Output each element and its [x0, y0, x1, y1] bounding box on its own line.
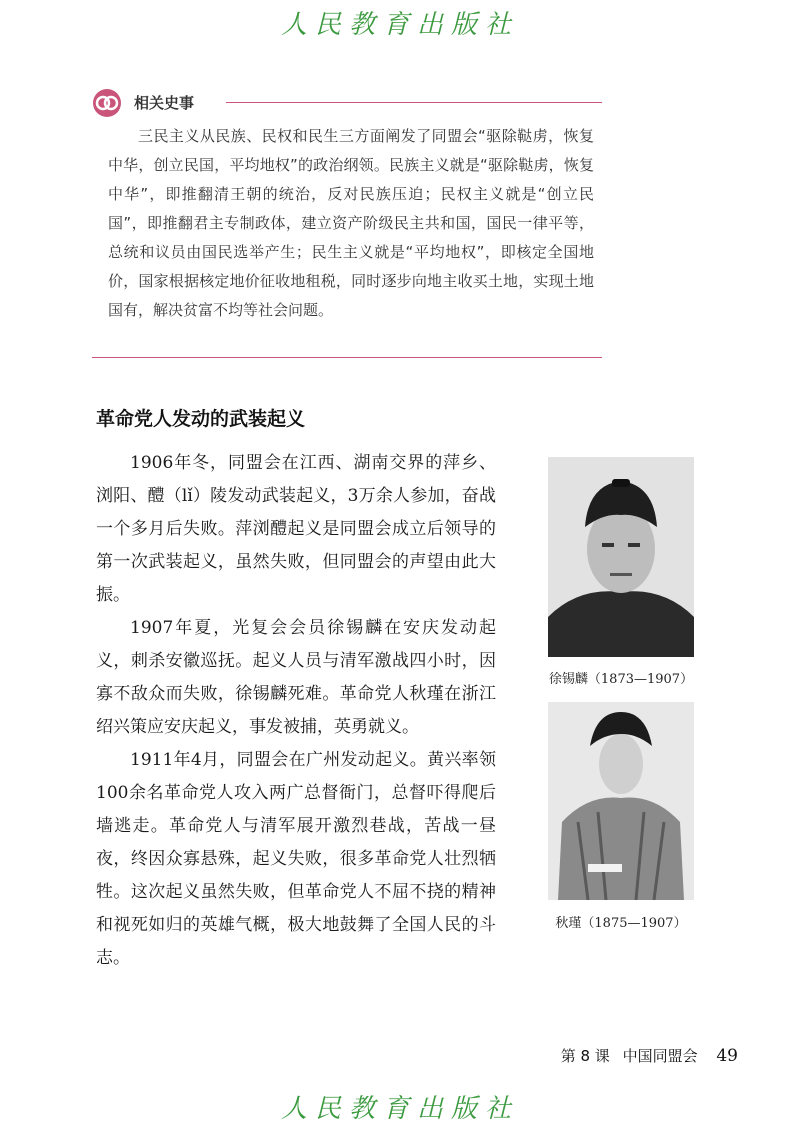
photo-caption: 徐锡麟（1873—1907）	[548, 672, 694, 687]
publisher-logo-bottom: 人民教育出版社	[280, 1094, 519, 1124]
lesson-title: 中国同盟会	[622, 1047, 698, 1065]
related-history-divider	[226, 102, 602, 103]
publisher-logo-top: 人民教育出版社	[280, 10, 519, 40]
page-footer	[553, 1045, 738, 1066]
page-number: 49	[716, 1046, 738, 1066]
portrait-photo-qiu-jin	[548, 702, 694, 900]
related-history-box	[92, 88, 602, 331]
related-history-text: 三民主义从民族、民权和民生三方面阐发了同盟会“驱除鞑虏，恢复中华，创立民国，平均地权”的政治纲领。民族主义就是“驱除鞑虏，恢复中华”，即推翻清王朝的统治，反对民族压迫；民权主义就是“创立民国”，即推翻君主专制政体，建立资产阶级民主共和国，国民一律平等，总统和议员由国民选举产生；民生主义就是“平均地权”，即核定全国地价，国家根据核定地价征收地租税，同时逐步向地主收买土地，实现土地国有，解决贫富不均等社会问题。	[108, 127, 594, 319]
related-history-bottom-divider	[92, 357, 602, 358]
photo-caption: 秋瑾（1875—1907）	[555, 916, 687, 931]
related-history-header	[92, 88, 602, 118]
paragraph: 1906年冬，同盟会在江西、湖南交界的萍乡、浏阳、醴（lǐ）陵发动武装起义，3万余人参加，奋战一个多月后失败。萍浏醴起义是同盟会成立后领导的第一次武装起义，虽然失败，但同盟会的声望由此大振。	[96, 453, 496, 605]
related-history-icon	[92, 88, 122, 118]
lesson-number: 第 8 课	[560, 1047, 610, 1065]
paragraph: 1907年夏，光复会会员徐锡麟在安庆发动起义，刺杀安徽巡抚。起义人员与清军激战四小时，因寡不敌众而失败，徐锡麟死难。革命党人秋瑾在浙江绍兴策应安庆起义，事发被捕，英勇就义。	[96, 618, 496, 737]
paragraph: 1911年4月，同盟会在广州发动起义。黄兴率领100余名革命党人攻入两广总督衙门，总督吓得爬后墙逃走。革命党人与清军展开激烈巷战，苦战一昼夜，终因众寡悬殊，起义失败，很多革命党人壮烈牺牲。这次起义虽然失败，但革命党人不屈不挠的精神和视死如归的英雄气概，极大地鼓舞了全国人民的斗志。	[96, 750, 496, 968]
section-title: 革命党人发动的武装起义	[96, 408, 306, 430]
portrait-photo-xu-xilin	[548, 457, 694, 657]
section-body	[96, 447, 496, 975]
related-history-title: 相关史事	[134, 94, 195, 112]
